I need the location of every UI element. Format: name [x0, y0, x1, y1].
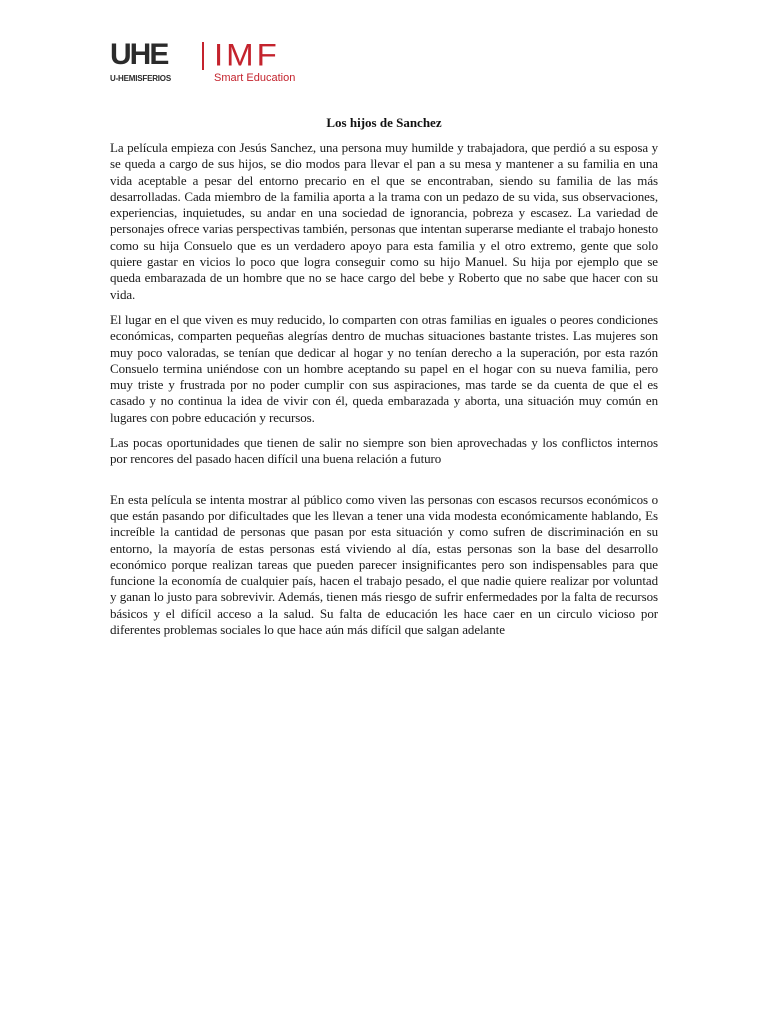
uhe-logo-subtitle: U-HEMISFERIOS — [110, 74, 171, 83]
paragraph-1: La película empieza con Jesús Sanchez, una persona muy humilde y trabajadora, que perdió a su esposa y se queda a cargo de sus hijos, se dio modos para llevar el pan a su mesa y mantener a su familia en una vida aceptable a pesar del entorno precario en el que se encontraban, siendo su familia de las más desarrolladas. Cada miembro de la familia aporta a la trama con un pedazo de su vida, sus observaciones, experiencias, inquietudes, su andar en una sociedad de ignorancia, pobreza y escasez. La variedad de personajes ofrece varias perspectivas también, personas que intentan superarse mediante el trabajo honesto como su hija Consuelo que es un verdadero apoyo para esta familia y el otro extremo, gente que solo quiere gastar en vicios lo poco que logra conseguir como su hijo Manuel. Su hija por ejemplo que se queda embarazada de un hombre que no se hace cargo del bebe y Roberto que no sabe que hacer con su vida. — [110, 140, 658, 302]
document-header — [110, 37, 350, 88]
imf-logo-subtitle: Smart Education — [214, 72, 296, 84]
uhe-logo — [110, 40, 192, 86]
paragraph-2: El lugar en el que viven es muy reducido, lo comparten con otras familias en iguales o peores condiciones económicas, comparten pequeñas alegrías dentro de muchas situaciones bastante tristes. Las mujeres son muy poco valoradas, se tenían que dedicar al hogar y no tenían derecho a la superación, por esta razón Consuelo termina uniéndose con un hombre aceptando su papel en el hogar con su nueva familia, pero muy triste y frustrada por no poder cumplir con sus aspiraciones, mas tarde se da cuenta de que el es casado y no continua la idea de vivir con él, queda embarazada y aborta, una situación muy común en lugares con pobre educación y recursos. — [110, 311, 658, 425]
document-title: Los hijos de Sanchez — [326, 115, 442, 130]
logo-divider — [202, 42, 204, 70]
paragraph-3: Las pocas oportunidades que tienen de salir no siempre son bien aprovechadas y los conflictos internos por rencores del pasado hacen difícil una buena relación a futuro — [110, 435, 658, 467]
imf-logo — [214, 37, 344, 86]
document-body — [110, 140, 658, 647]
paragraph-4: En esta película se intenta mostrar al público como viven las personas con escasos recursos económicos o que están pasando por dificultades que les llevan a tener una vida modesta económicamente hablando, Es increíble la cantidad de personas que pasan por esta situación y como sufren de discriminación en su entorno, la mayoría de estas personas está viviendo al día, estas personas son la base del desarrollo económico porque realizan tareas que pueden parecer insignificantes pero son indispensables para que funcione la economía de cualquier país, hacen el trabajo pesado, el que nadie quiere realizar por voluntad y ganan lo justo para sobrevivir. Además, tienen más riesgo de sufrir enfermedades por la falta de recursos básicos y el difícil acceso a la salud. Su falta de educación les hace caer en un circulo vicioso por diferentes problemas sociales lo que hace aún más difícil que salgan adelante — [110, 491, 658, 638]
uhe-logo-mark: UHE — [110, 38, 168, 71]
imf-logo-mark: IMF — [214, 37, 280, 73]
